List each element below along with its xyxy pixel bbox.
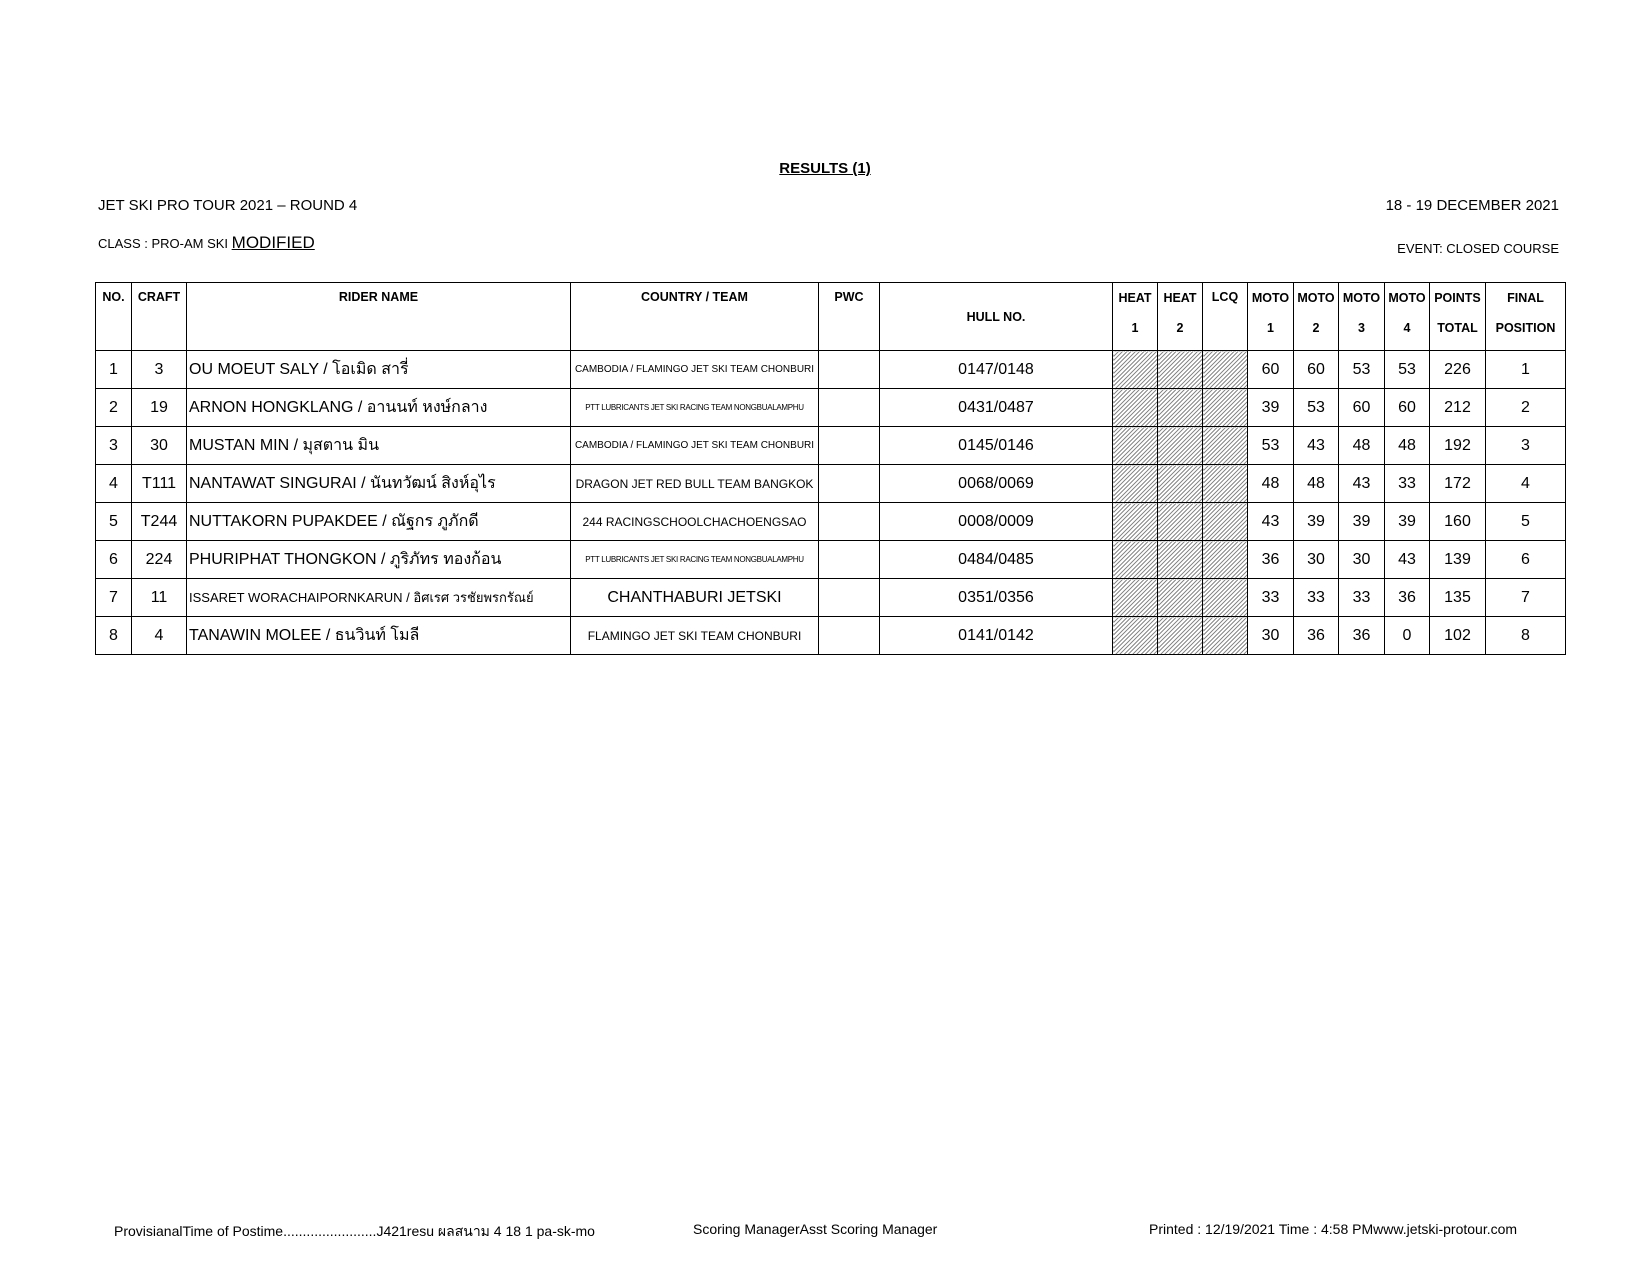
cell-no: 2 — [96, 389, 132, 427]
col-final — [1486, 283, 1566, 351]
table-row — [96, 503, 1566, 541]
cell-final: 1 — [1486, 351, 1566, 389]
cell-pwc — [819, 427, 880, 465]
cell-team: CHANTHABURI JETSKI — [571, 579, 819, 617]
cell-final: 2 — [1486, 389, 1566, 427]
col-moto3-top: MOTO — [1342, 291, 1381, 305]
results-table — [95, 282, 1566, 655]
cell-craft: 11 — [132, 579, 187, 617]
cell-moto2: 48 — [1294, 465, 1339, 503]
cell-pwc — [819, 465, 880, 503]
cell-moto3: 48 — [1339, 427, 1385, 465]
cell-rider: NUTTAKORN PUPAKDEE / ณัฐกร ภูภักดี — [187, 503, 571, 541]
cell-total: 212 — [1430, 389, 1486, 427]
cell-team: CAMBODIA / FLAMINGO JET SKI TEAM CHONBURI — [571, 351, 819, 389]
cell-rider: OU MOEUT SALY / โอเมิด สารี่ — [187, 351, 571, 389]
cell-no: 8 — [96, 617, 132, 655]
cell-rider: NANTAWAT SINGURAI / นันทวัฒน์ สิงห์อุไร — [187, 465, 571, 503]
cell-lcq-hatched — [1203, 503, 1248, 541]
cell-heat1-hatched — [1113, 465, 1158, 503]
cell-no: 1 — [96, 351, 132, 389]
cell-moto4: 33 — [1385, 465, 1430, 503]
cell-moto2: 39 — [1294, 503, 1339, 541]
cell-moto2: 36 — [1294, 617, 1339, 655]
cell-no: 7 — [96, 579, 132, 617]
col-moto2 — [1294, 283, 1339, 351]
cell-moto4: 60 — [1385, 389, 1430, 427]
cell-total: 226 — [1430, 351, 1486, 389]
cell-total: 192 — [1430, 427, 1486, 465]
cell-moto3: 33 — [1339, 579, 1385, 617]
cell-moto4: 53 — [1385, 351, 1430, 389]
cell-no: 5 — [96, 503, 132, 541]
cell-pwc — [819, 351, 880, 389]
cell-moto2: 53 — [1294, 389, 1339, 427]
cell-pwc — [819, 389, 880, 427]
cell-team: 244 RACINGSCHOOLCHACHOENGSAO — [571, 503, 819, 541]
cell-team: PTT LUBRICANTS JET SKI RACING TEAM NONGBUALAMPHU — [571, 389, 819, 427]
cell-moto3: 30 — [1339, 541, 1385, 579]
cell-hull: 0068/0069 — [880, 465, 1113, 503]
col-moto4 — [1385, 283, 1430, 351]
cell-heat1-hatched — [1113, 351, 1158, 389]
col-lcq: LCQ — [1203, 283, 1248, 351]
cell-heat2-hatched — [1158, 465, 1203, 503]
col-no: NO. — [96, 283, 132, 351]
col-moto4-top: MOTO — [1388, 291, 1426, 305]
table-row — [96, 351, 1566, 389]
table-row — [96, 465, 1566, 503]
cell-pwc — [819, 579, 880, 617]
cell-moto3: 60 — [1339, 389, 1385, 427]
cell-craft: T111 — [132, 465, 187, 503]
cell-rider: PHURIPHAT THONGKON / ภูริภัทร ทองก้อน — [187, 541, 571, 579]
table-row — [96, 617, 1566, 655]
cell-final: 4 — [1486, 465, 1566, 503]
cell-moto1: 53 — [1248, 427, 1294, 465]
cell-team: DRAGON JET RED BULL TEAM BANGKOK — [571, 465, 819, 503]
cell-hull: 0351/0356 — [880, 579, 1113, 617]
cell-final: 5 — [1486, 503, 1566, 541]
cell-craft: 30 — [132, 427, 187, 465]
cell-heat1-hatched — [1113, 427, 1158, 465]
col-moto3 — [1339, 283, 1385, 351]
col-moto2-top: MOTO — [1297, 291, 1335, 305]
cell-team: CAMBODIA / FLAMINGO JET SKI TEAM CHONBURI — [571, 427, 819, 465]
cell-moto1: 39 — [1248, 389, 1294, 427]
cell-hull: 0141/0142 — [880, 617, 1113, 655]
cell-final: 8 — [1486, 617, 1566, 655]
cell-final: 7 — [1486, 579, 1566, 617]
header-row — [96, 283, 1566, 351]
cell-total: 102 — [1430, 617, 1486, 655]
cell-total: 139 — [1430, 541, 1486, 579]
col-final-top: FINAL — [1507, 291, 1544, 305]
col-heat1-top: HEAT — [1118, 291, 1152, 305]
event-date: 18 - 19 DECEMBER 2021 — [1385, 197, 1559, 214]
cell-moto1: 60 — [1248, 351, 1294, 389]
cell-heat1-hatched — [1113, 541, 1158, 579]
table-row — [96, 579, 1566, 617]
cell-moto2: 30 — [1294, 541, 1339, 579]
col-points — [1430, 283, 1486, 351]
cell-hull: 0147/0148 — [880, 351, 1113, 389]
cell-heat1-hatched — [1113, 579, 1158, 617]
event-type: EVENT: CLOSED COURSE — [1397, 241, 1559, 256]
cell-team: PTT LUBRICANTS JET SKI RACING TEAM NONGBUALAMPHU — [571, 541, 819, 579]
cell-pwc — [819, 541, 880, 579]
cell-rider: MUSTAN MIN / มุสตาน มิน — [187, 427, 571, 465]
cell-rider: ARNON HONGKLANG / อานนท์ หงษ์กลาง — [187, 389, 571, 427]
cell-lcq-hatched — [1203, 541, 1248, 579]
cell-moto2: 60 — [1294, 351, 1339, 389]
cell-lcq-hatched — [1203, 579, 1248, 617]
col-heat2-bot: 2 — [1176, 321, 1184, 335]
cell-moto2: 33 — [1294, 579, 1339, 617]
col-hull: HULL NO. — [880, 283, 1113, 351]
cell-pwc — [819, 617, 880, 655]
cell-hull: 0008/0009 — [880, 503, 1113, 541]
cell-craft: T244 — [132, 503, 187, 541]
cell-heat2-hatched — [1158, 541, 1203, 579]
cell-heat2-hatched — [1158, 617, 1203, 655]
cell-rider: TANAWIN MOLEE / ธนวินท์ โมลี — [187, 617, 571, 655]
cell-moto1: 36 — [1248, 541, 1294, 579]
col-final-bot: POSITION — [1495, 321, 1556, 335]
col-team: COUNTRY / TEAM — [571, 283, 819, 351]
cell-moto1: 33 — [1248, 579, 1294, 617]
class-name: MODIFIED — [231, 233, 315, 252]
col-points-bot: TOTAL — [1437, 321, 1478, 335]
col-craft: CRAFT — [132, 283, 187, 351]
cell-moto4: 0 — [1385, 617, 1430, 655]
col-moto2-bot: 2 — [1312, 321, 1320, 335]
cell-hull: 0431/0487 — [880, 389, 1113, 427]
cell-heat2-hatched — [1158, 579, 1203, 617]
cell-moto4: 48 — [1385, 427, 1430, 465]
cell-moto3: 43 — [1339, 465, 1385, 503]
cell-heat1-hatched — [1113, 617, 1158, 655]
col-heat1-bot: 1 — [1131, 321, 1139, 335]
col-moto3-bot: 3 — [1358, 321, 1365, 335]
class-line — [98, 233, 315, 253]
col-rider: RIDER NAME — [187, 283, 571, 351]
cell-total: 135 — [1430, 579, 1486, 617]
cell-lcq-hatched — [1203, 465, 1248, 503]
col-points-top: POINTS — [1434, 291, 1481, 305]
cell-lcq-hatched — [1203, 427, 1248, 465]
cell-total: 160 — [1430, 503, 1486, 541]
event-name: JET SKI PRO TOUR 2021 – ROUND 4 — [98, 197, 358, 214]
cell-heat2-hatched — [1158, 351, 1203, 389]
cell-moto3: 36 — [1339, 617, 1385, 655]
cell-heat1-hatched — [1113, 503, 1158, 541]
cell-craft: 3 — [132, 351, 187, 389]
cell-no: 3 — [96, 427, 132, 465]
col-pwc: PWC — [819, 283, 880, 351]
footer-scoring-manager: Scoring ManagerAsst Scoring Manager — [693, 1221, 938, 1237]
col-moto4-bot: 4 — [1403, 321, 1411, 335]
table-row — [96, 541, 1566, 579]
page-title: RESULTS (1) — [779, 160, 871, 177]
cell-moto4: 43 — [1385, 541, 1430, 579]
cell-craft: 224 — [132, 541, 187, 579]
cell-moto1: 43 — [1248, 503, 1294, 541]
cell-moto4: 39 — [1385, 503, 1430, 541]
cell-total: 172 — [1430, 465, 1486, 503]
cell-heat2-hatched — [1158, 503, 1203, 541]
table-row — [96, 427, 1566, 465]
cell-final: 3 — [1486, 427, 1566, 465]
cell-lcq-hatched — [1203, 617, 1248, 655]
cell-moto3: 53 — [1339, 351, 1385, 389]
cell-moto3: 39 — [1339, 503, 1385, 541]
cell-craft: 4 — [132, 617, 187, 655]
cell-rider: ISSARET WORACHAIPORNKARUN / อิศเรศ วรชัยพรกรัณย์ — [187, 579, 571, 617]
cell-moto4: 36 — [1385, 579, 1430, 617]
col-moto1-top: MOTO — [1251, 291, 1290, 305]
cell-lcq-hatched — [1203, 389, 1248, 427]
col-heat2 — [1158, 283, 1203, 351]
footer-printed: Printed : 12/19/2021 Time : 4:58 PMwww.jetski-protour.com — [1149, 1221, 1518, 1237]
cell-hull: 0145/0146 — [880, 427, 1113, 465]
cell-moto2: 43 — [1294, 427, 1339, 465]
cell-no: 6 — [96, 541, 132, 579]
col-moto1-bot: 1 — [1267, 321, 1274, 335]
cell-moto1: 30 — [1248, 617, 1294, 655]
cell-final: 6 — [1486, 541, 1566, 579]
cell-no: 4 — [96, 465, 132, 503]
cell-heat2-hatched — [1158, 427, 1203, 465]
footer-provisional: ProvisianalTime of Postime........................J421resu ผลสนาม 4 18 1 pa-sk-mo — [114, 1223, 595, 1239]
cell-moto1: 48 — [1248, 465, 1294, 503]
col-heat1 — [1113, 283, 1158, 351]
cell-team: FLAMINGO JET SKI TEAM CHONBURI — [571, 617, 819, 655]
cell-hull: 0484/0485 — [880, 541, 1113, 579]
table-row — [96, 389, 1566, 427]
class-prefix: CLASS : PRO-AM SKI — [98, 236, 232, 251]
cell-heat1-hatched — [1113, 389, 1158, 427]
cell-craft: 19 — [132, 389, 187, 427]
col-moto1 — [1248, 283, 1294, 351]
cell-heat2-hatched — [1158, 389, 1203, 427]
col-heat2-top: HEAT — [1163, 291, 1197, 305]
cell-pwc — [819, 503, 880, 541]
cell-lcq-hatched — [1203, 351, 1248, 389]
